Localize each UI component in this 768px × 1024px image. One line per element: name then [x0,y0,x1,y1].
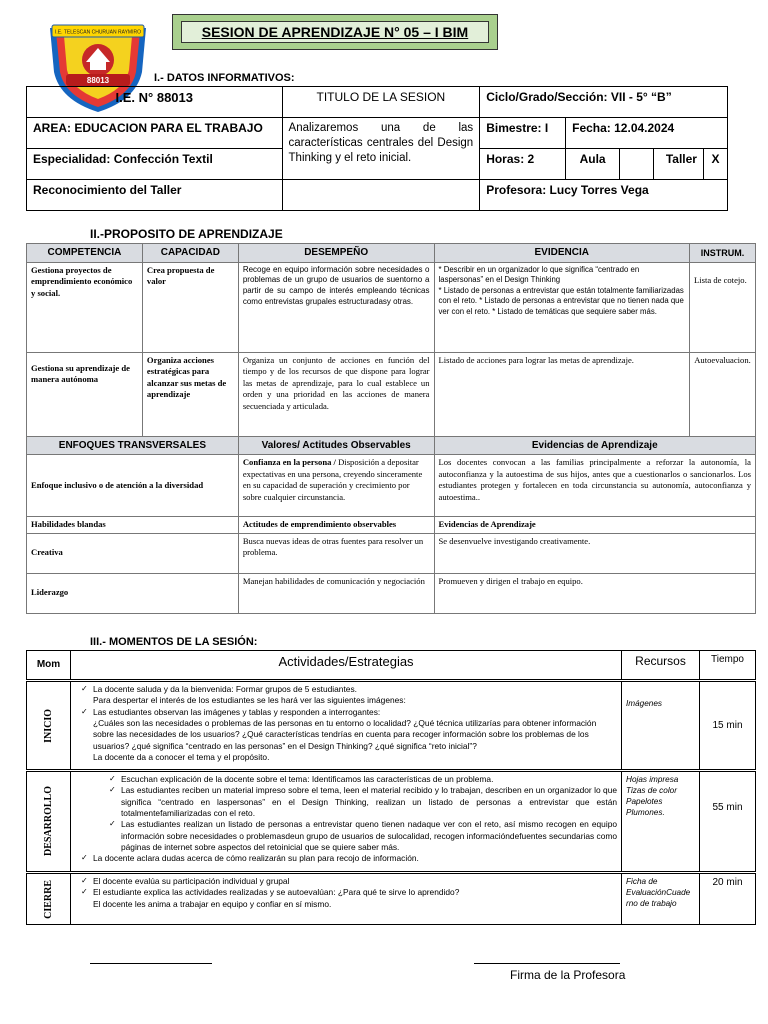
habilidad-name: Creativa [27,533,239,573]
signature-line-left [90,963,212,964]
desarrollo-activities [70,771,621,873]
header-desempeno: DESEMPEÑO [238,244,434,263]
firma-label: Firma de la Profesora [510,968,626,982]
empty-cell [282,180,480,211]
momentos-table [26,650,756,925]
cierre-label: CIERRE [42,879,54,919]
valor-text: Disposición a depositar expectativas en una persona, creyendo sinceramente en su capacidad de superación y crecimiento por sobre cualquier circunstancia. [242,457,423,502]
section3-heading: III.- MOMENTOS DE LA SESIÓN: [90,636,258,648]
habilidad-evidencia: Se desenvuelve investigando creativamente. [434,533,756,573]
desarrollo-recursos [622,771,700,873]
fecha-cell: Fecha: 12.04.2024 [566,118,728,149]
titulo-label: TITULO DE LA SESION [282,87,480,118]
table-row [27,262,756,352]
list-item: Para despertar el interés de los estudiantes se les hará ver las siguientes imágenes: [92,695,406,706]
inicio-label-cell [27,681,71,771]
cierre-label-cell [27,873,71,925]
header-mom: Mom [27,651,71,681]
habilidad-actitud: Busca nuevas ideas de otras fuentes para resolver un problema. [238,533,434,573]
aula-cell: Aula [566,149,620,180]
list-item: ✓ Escuchan explicación de la docente sobre el tema: Identificamos las características de un problema. [81,774,617,785]
competencia-cell: Gestiona su aprendizaje de manera autónoma [27,352,143,436]
list-item: ✓ Las estudiantes reciben un material impreso sobre el tema, leen el material recibido y lo trabajan, describen en un organizador lo que significa “centrado en laspersonas” en el Design Thinking, realizan un listado de personas a entrevistar que están totalmentefamiliarizadas con el reto. [81,785,617,819]
header-evidencia: EVIDENCIA [434,244,689,263]
table-row [27,573,756,613]
list-item: El docente les anima a trabajar en equipo y confiar en sí mismo. [92,898,332,909]
habilidad-evidencia: Promueven y dirigen el trabajo en equipo. [434,573,756,613]
desarrollo-tiempo: 55 min [700,771,756,873]
logo-text: I.E. TELESCAN CHURUAN RAYMIRO [55,29,141,36]
evidencia-cell: Listado de acciones para lograr las metas de aprendizaje. [434,352,689,436]
inicio-activities [70,681,621,771]
actitudes-header: Actitudes de emprendimiento observables [238,517,434,534]
desarrollo-label-cell [27,771,71,873]
area-cell: AREA: EDUCACION PARA EL TRABAJO [27,118,283,149]
recurso-item: Papelotes [626,797,663,807]
instrumento-cell: Lista de cotejo. [689,262,755,352]
section1-heading: I.- DATOS INFORMATIVOS: [154,72,295,84]
habilidades-header: Habilidades blandas [27,517,239,534]
taller-check: X [703,149,727,180]
list-item: ✓ La docente saluda y da la bienvenida: Formar grupos de 5 estudiantes. [81,684,617,695]
titulo-text: Analizaremos una de las características centrales del Design Thinking y el reto inicial. [282,118,480,180]
header-competencia: COMPETENCIA [27,244,143,263]
list-item: ✓ El docente evalúa su participación individual y grupal [81,876,617,887]
list-item: La docente da a conocer el tema y el propósito. [92,752,270,763]
enfoque-cell: Enfoque inclusivo o de atención a la diversidad [27,455,239,517]
title-box [172,14,498,50]
recurso-item: Plumones. [626,808,665,818]
header-valores: Valores/ Actitudes Observables [238,436,434,455]
logo-number: 88013 [86,76,110,85]
list-item: ✓ El estudiante explica las actividades realizadas y se autoevalúan: ¿Para qué te sirve lo aprendido? [81,887,617,898]
desarrollo-row [27,771,756,873]
inicio-row [27,681,756,771]
capacidad-cell: Crea propuesta de valor [142,262,238,352]
reconocimiento-cell: Reconocimiento del Taller [27,180,283,211]
header-evidencias: Evidencias de Aprendizaje [434,436,756,455]
recurso-item: Hojas impresa [626,775,679,784]
recurso-item: EvaluaciónCuade [626,888,691,898]
taller-cell: Taller [654,149,704,180]
list-item: ✓ Las estudiantes observan las imágenes y tablas y responden a interrogantes: [81,707,617,718]
header-instrumento: INSTRUM. [689,244,755,263]
signature-line-right [474,963,620,964]
header-tiempo: Tiempo [700,651,756,681]
aula-check [620,149,654,180]
evidencia-line: * Describir en un organizador lo que significa “centrado en laspersonas” en el Design Thinking [438,264,640,285]
valor-bold: Confianza en la persona / [242,457,339,467]
horas-cell: Horas: 2 [480,149,566,180]
instrumento-cell: Autoevaluacion. [689,352,755,436]
evidencias-header2: Evidencias de Aprendizaje [434,517,756,534]
evidencia-cell [434,262,689,352]
habilidad-actitud: Manejan habilidades de comunicación y negociación [238,573,434,613]
header-actividades: Actividades/Estrategias [70,651,621,681]
cierre-tiempo: 20 min [700,873,756,925]
bimestre-cell: Bimestre: I [480,118,566,149]
competencia-cell: Gestiona proyectos de emprendimiento económico y social. [27,262,143,352]
evidencia-line: * Listado de personas a entrevistar que están totalmente familiarizadas con el reto. * Listado de personas a entrevistar que no tienen nada que ver con el reto. * Listado de temáticas que sequiere saber más. [438,285,684,316]
profesora-cell: Profesora: Lucy Torres Vega [480,180,728,211]
proposito-table [26,243,756,614]
valor-cell [238,455,434,517]
header-enfoques: ENFOQUES TRANSVERSALES [27,436,239,455]
cierre-recursos [622,873,700,925]
list-item: ✓ Las estudiantes realizan un listado de personas a entrevistar queno tienen nadaque ver con el reto, así mismo recogen en equipo información sobre necesidades o problemasdeun grupo de usuarios de sulocalidad, recogen informacióndefuentes secundarias como páginas de internet sobre aspectos del retoinicial que se quiere saber más. [81,819,617,853]
list-item: ✓ La docente aclara dudas acerca de cómo realizarán su plan para recojo de información. [81,853,617,864]
especialidad-cell: Especialidad: Confección Textil [27,149,283,180]
ciclo-cell: Ciclo/Grado/Sección: VII - 5° “B” [480,87,728,118]
desempeno-cell: Recoge en equipo información sobre necesidades o problemas de un grupo de usuarios de suentorno a partir de su campo de interés empleando técnicas como entrevistas grupales estructuradasy otras. [238,262,434,352]
section2-heading: II.-PROPOSITO DE APRENDIZAJE [90,227,283,241]
desarrollo-label: DESARROLLO [42,786,54,857]
inicio-label: INICIO [42,708,54,743]
recurso-item: Tizas de color [626,786,677,796]
recurso-item: Ficha de [626,877,658,886]
evidencia-enfoque-cell: Los docentes convocan a las familias principalmente a reforzar la autonomía, la autoconfianza y la autoestima de sus hijos, antes que a cuestionarlos o sancionarlos. Los estudiantes protegen y fortalecen en toda circunstancia su autonomía, autoconfianza y autoestima.. [434,455,756,517]
list-item: ¿Cuáles son las necesidades o problemas de las personas en tu entorno o localidad? ¿Qué técnica utilizarías para obtener información sobre las necesidades de los usuarios? ¿Qué características tendrías en cuenta para recoger información sobre los problemas de los usuarios? ¿qué significa “centrado en las personas” en el Design Thinking? ¿qué significa “reto inicial”? [92,718,597,751]
inicio-recursos: Imágenes [622,681,700,771]
header-capacidad: CAPACIDAD [142,244,238,263]
habilidad-name: Liderazgo [27,573,239,613]
ie-cell: I.E. N° 88013 [27,87,283,118]
cierre-activities [70,873,621,925]
page-title: SESION DE APRENDIZAJE N° 05 – I BIM [181,21,489,43]
table-row [27,352,756,436]
recurso-item: rno de trabajo [626,899,677,909]
desempeno-cell: Organiza un conjunto de acciones en función del tiempo y de los recursos de que dispone para lograr las metas de aprendizaje, para lo cual establece un orden y una prioridad en las acciones de manera secuenciada y articulada. [238,352,434,436]
capacidad-cell: Organiza acciones estratégicas para alcanzar sus metas de aprendizaje [142,352,238,436]
cierre-row [27,873,756,925]
table-row [27,533,756,573]
inicio-tiempo: 15 min [700,681,756,771]
header-recursos: Recursos [622,651,700,681]
datos-informativos-table [26,86,728,211]
